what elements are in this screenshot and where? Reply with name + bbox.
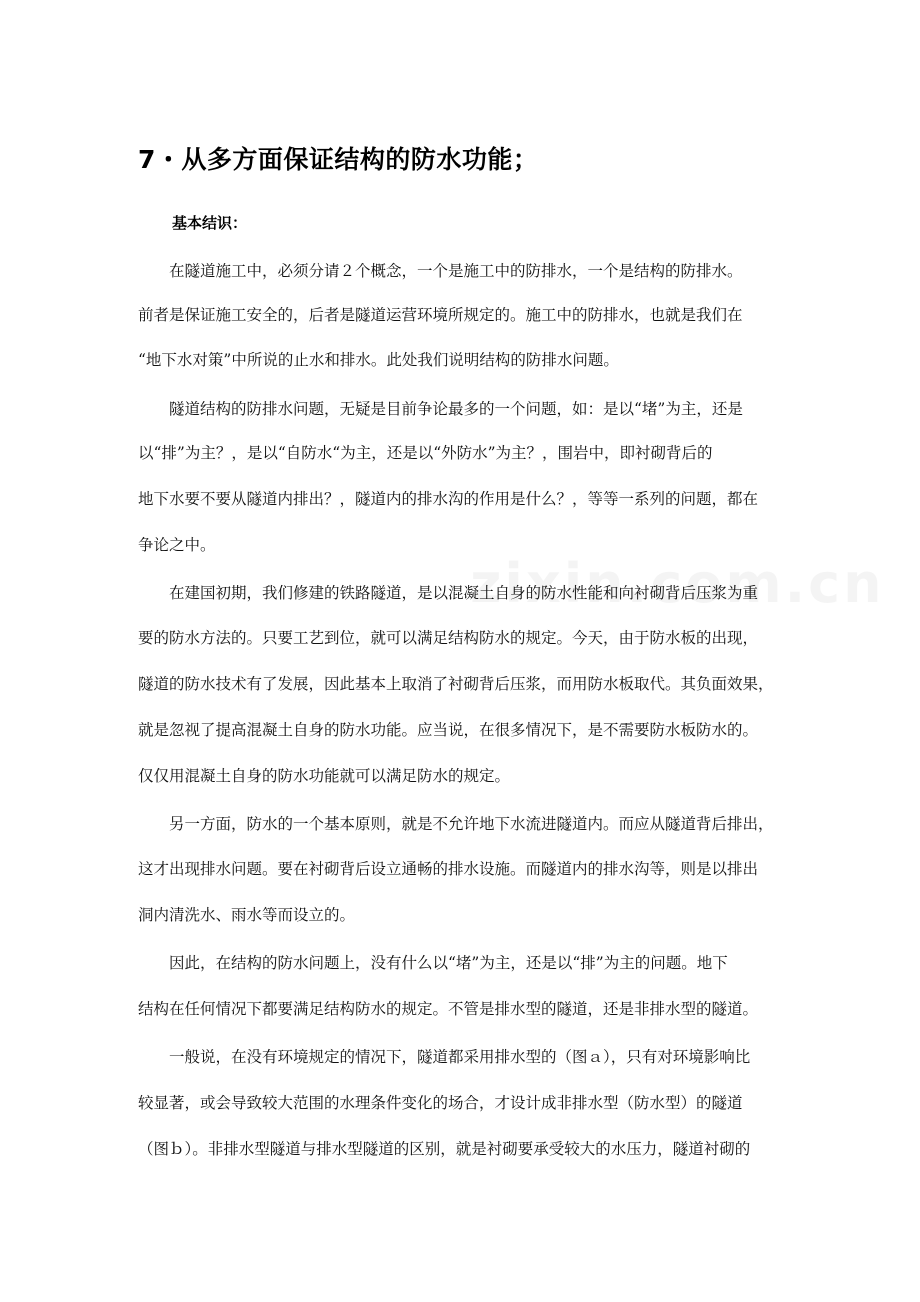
text-line: 因此，在结构的防水问题上，没有什么以“堵”为主，还是以“排”为主的问题。地下: [138, 954, 728, 972]
text-line: 在建国初期，我们修建的铁路隧道，是以混凝土自身的防水性能和向衬砌背后压浆为重: [138, 584, 759, 602]
text-line: 前者是保证施工安全的，后者是隧道运营环境所规定的。施工中的防排水，也就是我们在: [138, 306, 743, 324]
text-line: 这才出现排水问题。要在衬砌背后设立通畅的排水设施。而隧道内的排水沟等，则是以排出: [138, 860, 759, 878]
text-line: 地下水要不要从隧道内排出？，隧道内的排水沟的作用是什么？，等等一系列的问题，都在: [138, 490, 759, 508]
text-line: 隧道的防水技术有了发展，因此基本上取消了衬砌背后压浆，而用防水板取代。其负面效果，: [138, 675, 774, 693]
text-line: 以“排”为主？，是以“自防水“为主，还是以“外防水”为主？，围岩中，即衬砌背后的: [138, 444, 713, 462]
text-line: 要的防水方法的。只要工艺到位，就可以满足结构防水的规定。今天，由于防水板的出现，: [138, 629, 759, 647]
text-line: 洞内清洗水、雨水等而设立的。: [138, 906, 356, 924]
text-line: “地下水对策”中所说的止水和排水。此处我们说明结构的防排水问题。: [138, 351, 619, 369]
text-line: 争论之中。: [138, 536, 216, 554]
text-line: 仅仅用混凝土自身的防水功能就可以满足防水的规定。: [138, 767, 511, 785]
text-line: 就是忽视了提高混凝土自身的防水功能。应当说，在很多情况下，是不需要防水板防水的。: [138, 721, 759, 739]
section-heading: 7・从多方面保证结构的防水功能；: [138, 145, 539, 174]
section-subheading: 基本结识：: [172, 214, 248, 232]
text-line: 在隧道施工中，必须分请２个概念，一个是施工中的防排水，一个是结构的防排水。: [138, 262, 743, 280]
text-line: 另一方面，防水的一个基本原则，就是不允许地下水流进隧道内。而应从隧道背后排出，: [138, 815, 774, 833]
text-line: （图ｂ）。非排水型隧道与排水型隧道的区别，就是衬砌要承受较大的水压力，隧道衬砌的: [138, 1140, 751, 1158]
text-line: 一般说，在没有环境规定的情况下，隧道都采用排水型的（图ａ），只有对环境影响比: [138, 1048, 751, 1066]
text-line: 结构在任何情况下都要满足结构防水的规定。不管是排水型的隧道，还是非排水型的隧道。: [138, 1000, 759, 1018]
text-line: 较显著，或会导致较大范围的水理条件变化的场合，才设计成非排水型（防水型）的隧道: [138, 1094, 743, 1112]
text-line: 隧道结构的防排水问题，无疑是目前争论最多的一个问题，如：是以“堵”为主，还是: [138, 400, 743, 418]
